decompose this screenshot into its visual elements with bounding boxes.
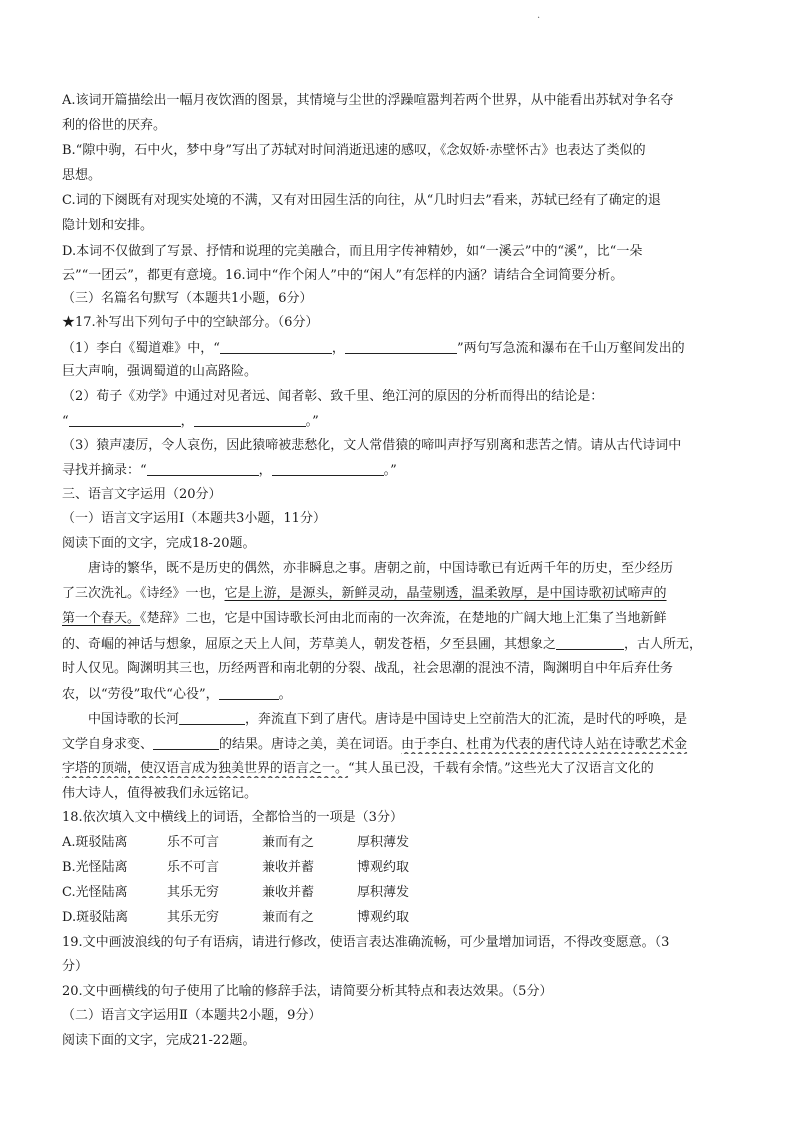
- passage-line: [62, 610, 742, 628]
- option-word: B.光怪陆离: [62, 860, 128, 875]
- passage-line: 唐诗的繁华，既不是历史的偶然，亦非瞬息之事。唐朝之前，中国诗歌已有近两千年的历史，至少经历: [88, 561, 674, 576]
- option-word: 博观约取: [357, 860, 410, 875]
- q20-stem: 20.文中画横线的句子使用了比喻的修辞手法，请简要分析其特点和表达效果。（5分）: [62, 984, 553, 999]
- passage-line: [62, 760, 742, 778]
- q18-option-d: [62, 909, 742, 927]
- q15-option-a: A.该词开篇描绘出一幅月夜饮酒的图景，其情境与尘世的浮躁喧嚣判若两个世界，从中能看出苏轼对争名夺: [62, 93, 674, 108]
- answer-blank[interactable]: [220, 339, 332, 354]
- passage-line: [62, 635, 742, 654]
- answer-blank[interactable]: [219, 685, 279, 700]
- subsection-heading-2: （二）语言文字运用Ⅱ（本题共2小题，9分）: [62, 1008, 322, 1023]
- q18-option-a: [62, 834, 742, 852]
- q17-p1-sep: ，: [331, 341, 345, 356]
- passage-text: ，古人所无，: [624, 637, 703, 652]
- q17-p2-close: 。”: [305, 414, 319, 429]
- q15-option-b: B.“隙中驹，石中火，梦中身”写出了苏轼对时间消逝迅速的感叹，《念奴娇·赤壁怀古》也表达了类似的: [62, 143, 646, 158]
- option-word: 兼而有之: [262, 835, 315, 850]
- option-word: 其乐无穷: [167, 910, 220, 925]
- q15-option-b-cont: 思想。: [62, 168, 102, 183]
- q17-part2-answer: [62, 412, 742, 431]
- passage-underlined: 第一个春天。: [62, 611, 141, 626]
- passage-line: [62, 585, 742, 603]
- answer-blank[interactable]: [153, 735, 219, 750]
- option-word: A.斑驳陆离: [62, 835, 128, 850]
- q15-option-d: D.本词不仅做到了写景、抒情和说理的完美融合，而且用字传神精妙，如“一溪云”中的“溪”，比“一朵: [62, 244, 643, 259]
- q17-stem: ★17.补写出下列句子中的空缺部分。（6分）: [62, 315, 319, 330]
- section-heading-memorize: （三）名篇名句默写（本题共1小题，6分）: [62, 291, 313, 306]
- passage-text: 中国诗歌的长河: [88, 712, 180, 727]
- reading-instruction-1: 阅读下面的文字，完成18-20题。: [62, 536, 256, 551]
- q17-p3-open: 寻找并摘录：“: [62, 463, 147, 478]
- q15-option-c: C.词的下阕既有对现实处境的不满，又有对田园生活的向往，从“几时归去”看来，苏轼已经有了确定的退: [62, 193, 661, 208]
- option-word: 兼收并蓄: [262, 860, 315, 875]
- passage-wavy-sentence: 由于李白、杜甫为代表的唐代诗人站在诗歌艺术金: [401, 737, 688, 752]
- q17-part2: （2）荀子《劝学》中通过对见者远、闻者彰、致千里、绝江河的原因的分析而得出的结论是：: [62, 389, 604, 404]
- passage-text: 了三次洗礼。《诗经》一也，: [62, 586, 225, 601]
- q19-stem: 19.文中画波浪线的句子有语病，请进行修改，使语言表达准确流畅，可少量增加词语，不得改变愿意。（3: [62, 935, 670, 950]
- q17-part3: （3）猿声凄厉，令人哀伤，因此猿啼被悲愁化，文人常借猿的啼叫声抒写别离和悲苦之情。请从古代诗词中: [62, 438, 682, 453]
- q17-p2-open: “: [62, 414, 69, 429]
- answer-blank[interactable]: [272, 461, 384, 476]
- passage-text: 文学自身求变、: [62, 737, 154, 752]
- q17-p1-tail: ”两句写急流和瀑布在千山万壑间发出的: [456, 341, 685, 356]
- option-word: 其乐无穷: [167, 885, 220, 900]
- q17-p1-text: （1）李白《蜀道难》中，“: [62, 341, 220, 356]
- reading-instruction-2: 阅读下面的文字，完成21-22题。: [62, 1033, 256, 1048]
- q18-option-b: [62, 859, 742, 877]
- option-word: 乐不可言: [167, 860, 220, 875]
- passage-wavy-sentence: 字塔的顶端，使汉语言成为独美世界的语言之一。: [62, 761, 349, 776]
- option-word: D.斑驳陆离: [62, 910, 129, 925]
- passage-line: 伟大诗人，值得被我们永远铭记。: [62, 786, 258, 801]
- passage-line: [62, 735, 742, 754]
- q15-option-c-cont: 隐计划和安排。: [62, 218, 154, 233]
- passage-text: 的结果。唐诗之美，美在词语。: [219, 737, 402, 752]
- option-word: C.光怪陆离: [62, 885, 128, 900]
- passage-text: “其人虽已没，千载有余情。”这些光大了汉语言文化的: [348, 761, 654, 776]
- passage-text: ，奔流直下到了唐代。唐诗是中国诗史上空前浩大的汇流，是时代的呼唤，是: [245, 712, 688, 727]
- passage-text: 的、奇崛的神话与想象，屈原之天上人间，芳草美人，朝发苍梧，夕至县圃，其想象之: [62, 637, 557, 652]
- answer-blank[interactable]: [556, 635, 624, 650]
- q17-p3-sep: ，: [258, 463, 272, 478]
- passage-text: 。: [278, 687, 292, 702]
- answer-blank[interactable]: [345, 339, 457, 354]
- option-word: 厚积薄发: [357, 835, 410, 850]
- option-word: 博观约取: [357, 910, 410, 925]
- q15-option-d-cont: 云”“一团云”，都更有意境。16.词中“作个闲人”中的“闲人”有怎样的内涵？请结合全词简要分析。: [62, 268, 624, 283]
- option-word: 兼而有之: [262, 910, 315, 925]
- answer-blank[interactable]: [194, 412, 306, 427]
- q18-option-c: [62, 884, 742, 902]
- subsection-heading-1: （一）语言文字运用Ⅰ（本题共3小题，11分）: [62, 511, 326, 526]
- q17-p3-close: 。”: [383, 463, 397, 478]
- header-mark: .: [537, 10, 541, 21]
- passage-text: 农，以“劳役”取代“心役”，: [62, 687, 219, 702]
- q19-stem-cont: 分）: [62, 959, 89, 974]
- q17-part1-cont: 巨大声响，强调蜀道的山高路险。: [62, 364, 258, 379]
- option-word: 乐不可言: [167, 835, 220, 850]
- q17-part1: [62, 339, 742, 358]
- answer-blank[interactable]: [179, 710, 245, 725]
- option-word: 兼收并蓄: [262, 885, 315, 900]
- passage-line: [88, 710, 742, 729]
- answer-blank[interactable]: [69, 412, 181, 427]
- q18-stem: 18.依次填入文中横线上的词语，全都恰当的一项是（3分）: [62, 810, 403, 825]
- option-word: 厚积薄发: [357, 885, 410, 900]
- passage-line: 时人仅见。陶渊明其三也，历经两晋和南北朝的分裂、战乱，社会思潮的混浊不清，陶渊明自中年后弃仕务: [62, 661, 674, 676]
- q17-p2-sep: ，: [180, 414, 194, 429]
- part-heading-language: 三、语言文字运用（20分）: [62, 487, 222, 502]
- answer-blank[interactable]: [147, 461, 259, 476]
- q15-option-a-cont: 利的俗世的厌弃。: [62, 118, 167, 133]
- passage-text: 《楚辞》二也，它是中国诗歌长河由北而南的一次奔流，在楚地的广阔大地上汇集了当地新鲜: [140, 611, 667, 626]
- passage-underlined: 它是上游，是源头，新鲜灵动，晶莹剔透，温柔敦厚，是中国诗歌初试啼声的: [224, 586, 667, 601]
- q17-part3-answer: [62, 461, 742, 480]
- passage-line: [62, 685, 742, 704]
